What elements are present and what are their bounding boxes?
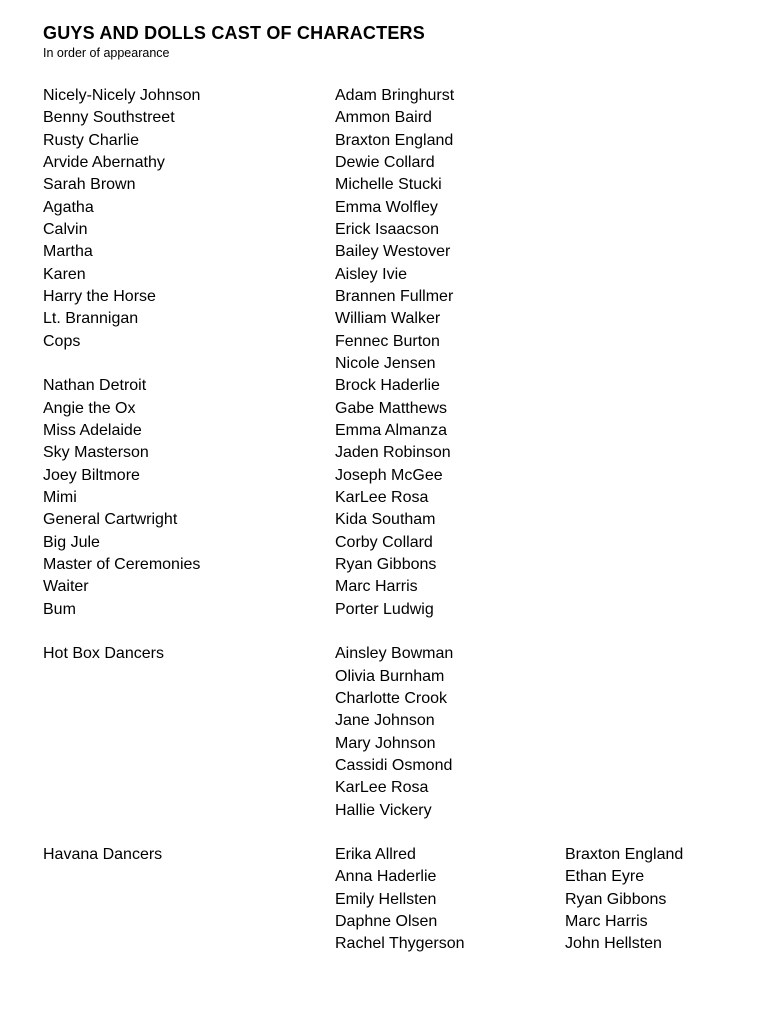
actor-name-secondary [565, 800, 738, 822]
character-name: Sky Masterson [43, 444, 149, 462]
cast-row [43, 688, 738, 710]
cast-row [43, 777, 738, 799]
cast-row [43, 866, 738, 888]
actor-name: Dewie Collard [335, 153, 435, 171]
actor-name-secondary [565, 375, 738, 397]
character-name [43, 353, 335, 375]
cast-row [43, 353, 738, 375]
cast-row [43, 152, 738, 174]
actor-name: Ainsley Bowman [335, 645, 454, 663]
actor-name-secondary [565, 710, 738, 732]
actor-name: Porter Ludwig [335, 600, 434, 618]
cast-row [43, 643, 738, 665]
actor-name: Nicole Jensen [335, 354, 436, 372]
actor-name-secondary [565, 420, 738, 442]
actor-name: Ryan Gibbons [335, 555, 437, 573]
actor-name: Erika Allred [335, 846, 416, 864]
cast-row [43, 174, 738, 196]
character-name [43, 800, 335, 822]
character-name: Nathan Detroit [43, 377, 147, 395]
cast-row [43, 398, 738, 420]
actor-name-secondary [565, 286, 738, 308]
actor-name: Jane Johnson [335, 712, 435, 730]
actor-name-secondary [565, 107, 738, 129]
actor-name: Ammon Baird [335, 109, 432, 127]
cast-row [43, 889, 738, 911]
actor-name-secondary [565, 353, 738, 375]
character-name: Nicely-Nicely Johnson [43, 87, 201, 104]
actor-name: Gabe Matthews [335, 399, 448, 417]
actor-name-secondary [565, 465, 738, 487]
cast-row [43, 666, 738, 688]
cast-row [43, 107, 738, 129]
character-name: Angie the Ox [43, 399, 136, 417]
character-name: Miss Adelaide [43, 421, 142, 439]
section-spacer [43, 822, 738, 844]
actor-name-secondary: Ryan Gibbons [565, 890, 667, 908]
actor-name-secondary [565, 554, 738, 576]
character-name: Havana Dancers [43, 846, 163, 864]
actor-name: KarLee Rosa [335, 488, 429, 506]
character-name: Benny Southstreet [43, 109, 175, 127]
actor-name-secondary [565, 442, 738, 464]
actor-name: Joseph McGee [335, 466, 443, 484]
cast-row [43, 130, 738, 152]
cast-row [43, 442, 738, 464]
cast-row [43, 241, 738, 263]
actor-name-secondary [565, 599, 738, 621]
cast-row [43, 554, 738, 576]
cast-row [43, 286, 738, 308]
character-name: Mimi [43, 488, 77, 506]
actor-name: Erick Isaacson [335, 220, 440, 238]
character-name: Hot Box Dancers [43, 645, 164, 663]
document-title: GUYS AND DOLLS CAST OF CHARACTERS [43, 23, 425, 43]
cast-row [43, 532, 738, 554]
actor-name-secondary [565, 666, 738, 688]
character-name: Cops [43, 332, 81, 350]
actor-name-secondary [565, 130, 738, 152]
actor-name-secondary [565, 487, 738, 509]
character-name: Big Jule [43, 533, 100, 551]
cast-row [43, 465, 738, 487]
character-name [43, 733, 335, 755]
actor-name: Mary Johnson [335, 734, 436, 752]
actor-name: Jaden Robinson [335, 444, 451, 462]
actor-name-secondary: Braxton England [565, 846, 684, 864]
actor-name-secondary [565, 509, 738, 531]
actor-name-secondary [565, 331, 738, 353]
actor-name: Braxton England [335, 131, 454, 149]
cast-row [43, 219, 738, 241]
actor-name: Rachel Thygerson [335, 935, 465, 953]
actor-name-secondary [565, 532, 738, 554]
actor-name: Olivia Burnham [335, 667, 445, 685]
cast-row [43, 197, 738, 219]
cast-row [43, 85, 738, 107]
actor-name-secondary [565, 576, 738, 598]
character-name [43, 933, 335, 955]
actor-name: Michelle Stucki [335, 176, 442, 194]
character-name [43, 688, 335, 710]
cast-list [43, 85, 738, 956]
character-name [43, 866, 335, 888]
cast-row [43, 710, 738, 732]
actor-name: Emma Wolfley [335, 198, 438, 216]
actor-name: Charlotte Crook [335, 689, 448, 707]
character-name [43, 889, 335, 911]
actor-name-secondary [565, 755, 738, 777]
cast-row [43, 509, 738, 531]
cast-row [43, 933, 738, 955]
actor-name-secondary: John Hellsten [565, 935, 662, 953]
actor-name-secondary [565, 174, 738, 196]
character-name [43, 755, 335, 777]
actor-name-secondary [565, 85, 738, 107]
actor-name-secondary [565, 264, 738, 286]
actor-name-secondary [565, 219, 738, 241]
cast-row [43, 331, 738, 353]
cast-row [43, 375, 738, 397]
actor-name: Cassidi Osmond [335, 756, 453, 774]
character-name [43, 710, 335, 732]
actor-name: Marc Harris [335, 578, 418, 596]
actor-name: Corby Collard [335, 533, 433, 551]
character-name: Martha [43, 243, 93, 261]
actor-name-secondary: Marc Harris [565, 913, 648, 931]
character-name: Agatha [43, 198, 94, 216]
character-name: Calvin [43, 220, 88, 238]
cast-row [43, 487, 738, 509]
character-name: Bum [43, 600, 76, 618]
cast-row [43, 599, 738, 621]
actor-name-secondary: Ethan Eyre [565, 868, 645, 886]
actor-name: Emily Hellsten [335, 890, 437, 908]
actor-name-secondary [565, 643, 738, 665]
character-name [43, 666, 335, 688]
actor-name-secondary [565, 308, 738, 330]
actor-name: Anna Haderlie [335, 868, 437, 886]
actor-name: Bailey Westover [335, 243, 451, 261]
character-name [43, 777, 335, 799]
character-name: General Cartwright [43, 511, 178, 529]
character-name [43, 911, 335, 933]
character-name: Sarah Brown [43, 176, 136, 194]
character-name: Arvide Abernathy [43, 153, 165, 171]
cast-row [43, 844, 738, 866]
cast-row [43, 733, 738, 755]
cast-row [43, 576, 738, 598]
actor-name: Daphne Olsen [335, 913, 438, 931]
character-name: Master of Ceremonies [43, 555, 201, 573]
character-name: Lt. Brannigan [43, 310, 139, 328]
character-name: Harry the Horse [43, 287, 156, 305]
character-name: Karen [43, 265, 86, 283]
actor-name-secondary [565, 197, 738, 219]
actor-name: Fennec Burton [335, 332, 440, 350]
cast-row [43, 308, 738, 330]
cast-row [43, 420, 738, 442]
actor-name-secondary [565, 688, 738, 710]
actor-name: Kida Southam [335, 511, 436, 529]
actor-name-secondary [565, 152, 738, 174]
character-name: Waiter [43, 578, 89, 596]
actor-name-secondary [565, 241, 738, 263]
actor-name: Aisley Ivie [335, 265, 408, 283]
actor-name: Hallie Vickery [335, 801, 432, 819]
cast-row [43, 264, 738, 286]
cast-row [43, 755, 738, 777]
character-name: Joey Biltmore [43, 466, 140, 484]
actor-name-secondary [565, 733, 738, 755]
actor-name: Brannen Fullmer [335, 287, 454, 305]
character-name: Rusty Charlie [43, 131, 140, 149]
actor-name: Brock Haderlie [335, 377, 440, 395]
cast-row [43, 800, 738, 822]
actor-name: KarLee Rosa [335, 779, 429, 797]
actor-name: Emma Almanza [335, 421, 448, 439]
section-spacer [43, 621, 738, 643]
actor-name: Adam Bringhurst [335, 87, 455, 104]
actor-name-secondary [565, 777, 738, 799]
document-subtitle: In order of appearance [43, 46, 170, 60]
cast-row [43, 911, 738, 933]
actor-name: William Walker [335, 310, 441, 328]
actor-name-secondary [565, 398, 738, 420]
